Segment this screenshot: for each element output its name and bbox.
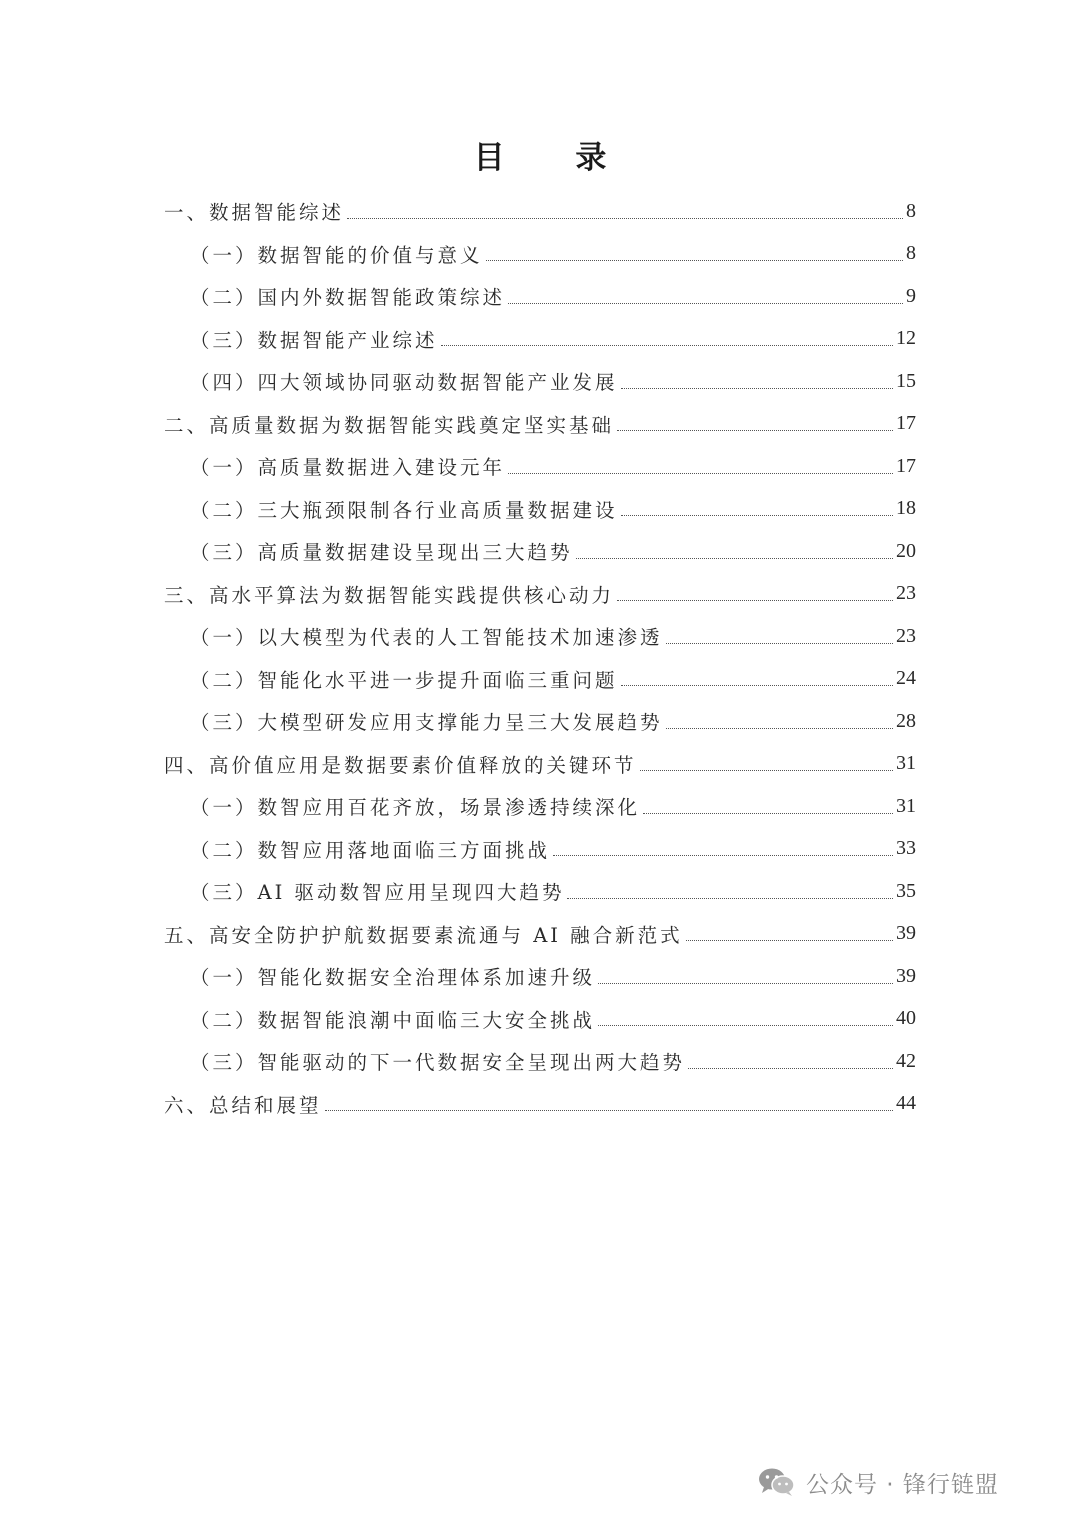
toc-page-number: 23 [896, 582, 916, 605]
toc-entry-label: （三）AI 驱动数智应用呈现四大趋势 [190, 881, 565, 905]
toc-subsection-row[interactable] [164, 530, 916, 573]
toc-page-number: 8 [906, 199, 916, 222]
toc-subsection-row[interactable] [164, 828, 916, 871]
toc-page-number: 23 [896, 624, 916, 647]
toc-entry-label: （二）智能化水平进一步提升面临三重问题 [190, 668, 618, 692]
toc-subsection-row[interactable] [164, 998, 916, 1041]
toc-dot-leader [621, 515, 893, 516]
toc-subsection-row[interactable] [164, 700, 916, 743]
toc-subsection-row[interactable] [164, 955, 916, 998]
toc-entry-label: （一）数据智能的价值与意义 [190, 243, 483, 267]
toc-dot-leader [598, 1025, 893, 1026]
toc-dot-leader [553, 855, 893, 856]
toc-entry-label: 四、高价值应用是数据要素价值释放的关键环节 [164, 753, 637, 777]
toc-subsection-row[interactable] [164, 488, 916, 531]
toc-subsection-row[interactable] [164, 870, 916, 913]
toc-page-number: 44 [896, 1092, 916, 1115]
watermark-text: 公众号 · 锋行链盟 [806, 1471, 999, 1498]
toc-entry-label: 一、数据智能综述 [164, 201, 345, 225]
toc-dot-leader [688, 1068, 893, 1069]
toc-dot-leader [640, 770, 893, 771]
toc-entry-label: （三）智能驱动的下一代数据安全呈现出两大趋势 [190, 1051, 686, 1075]
toc-dot-leader [617, 600, 893, 601]
toc-subsection-row[interactable] [164, 360, 916, 403]
wechat-icon [758, 1467, 796, 1497]
toc-entry-label: （三）高质量数据建设呈现出三大趋势 [190, 541, 573, 565]
toc-page-number: 17 [896, 454, 916, 477]
toc-entry-label: （二）数智应用落地面临三方面挑战 [190, 838, 551, 862]
toc-page-number: 9 [906, 284, 916, 307]
toc-dot-leader [621, 388, 893, 389]
toc-page-number: 39 [896, 964, 916, 987]
toc-dot-leader [621, 685, 893, 686]
toc-dot-leader [325, 1110, 893, 1111]
toc-entry-label: （二）三大瓶颈限制各行业高质量数据建设 [190, 498, 618, 522]
toc-page-number: 31 [896, 752, 916, 775]
toc-dot-leader [686, 940, 893, 941]
toc-entry-label: （一）智能化数据安全治理体系加速升级 [190, 966, 596, 990]
table-of-contents [164, 190, 916, 1125]
toc-entry-label: 二、高质量数据为数据智能实践奠定坚实基础 [164, 413, 615, 437]
toc-dot-leader [441, 345, 893, 346]
toc-section-row[interactable] [164, 1083, 916, 1126]
toc-subsection-row[interactable] [164, 658, 916, 701]
toc-entry-label: 五、高安全防护护航数据要素流通与 AI 融合新范式 [164, 923, 683, 947]
toc-entry-label: （一）以大模型为代表的人工智能技术加速渗透 [190, 626, 663, 650]
toc-dot-leader [567, 898, 893, 899]
toc-entry-label: （二）数据智能浪潮中面临三大安全挑战 [190, 1008, 596, 1032]
toc-dot-leader [508, 303, 903, 304]
toc-section-row[interactable] [164, 573, 916, 616]
toc-dot-leader [666, 728, 893, 729]
toc-page-number: 15 [896, 369, 916, 392]
toc-page-number: 20 [896, 539, 916, 562]
toc-entry-label: （三）数据智能产业综述 [190, 328, 438, 352]
toc-subsection-row[interactable] [164, 318, 916, 361]
toc-page-number: 40 [896, 1007, 916, 1030]
toc-page-number: 18 [896, 497, 916, 520]
toc-subsection-row[interactable] [164, 445, 916, 488]
toc-subsection-row[interactable] [164, 785, 916, 828]
toc-page-number: 33 [896, 837, 916, 860]
toc-subsection-row[interactable] [164, 275, 916, 318]
toc-entry-label: （一）数智应用百花齐放，场景渗透持续深化 [190, 796, 641, 820]
toc-entry-label: 六、总结和展望 [164, 1093, 322, 1117]
toc-page-number: 8 [906, 242, 916, 265]
toc-entry-label: （三）大模型研发应用支撑能力呈三大发展趋势 [190, 711, 663, 735]
toc-page-number: 28 [896, 709, 916, 732]
toc-page-number: 31 [896, 794, 916, 817]
toc-subsection-row[interactable] [164, 615, 916, 658]
toc-entry-label: （四）四大领域协同驱动数据智能产业发展 [190, 371, 618, 395]
toc-entry-label: 三、高水平算法为数据智能实践提供核心动力 [164, 583, 615, 607]
toc-dot-leader [617, 430, 893, 431]
watermark [758, 1462, 999, 1502]
toc-dot-leader [508, 473, 893, 474]
toc-entry-label: （二）国内外数据智能政策综述 [190, 286, 506, 310]
toc-dot-leader [576, 558, 893, 559]
toc-page-number: 17 [896, 412, 916, 435]
toc-page-number: 24 [896, 667, 916, 690]
toc-page-number: 12 [896, 327, 916, 350]
toc-entry-label: （一）高质量数据进入建设元年 [190, 456, 506, 480]
toc-dot-leader [598, 983, 893, 984]
toc-dot-leader [666, 643, 893, 644]
toc-dot-leader [486, 260, 903, 261]
toc-section-row[interactable] [164, 403, 916, 446]
toc-page-number: 39 [896, 922, 916, 945]
toc-section-row[interactable] [164, 743, 916, 786]
toc-dot-leader [347, 218, 903, 219]
toc-subsection-row[interactable] [164, 1040, 916, 1083]
toc-dot-leader [643, 813, 893, 814]
page-title: 目 录 [473, 140, 637, 176]
toc-page-number: 42 [896, 1049, 916, 1072]
toc-subsection-row[interactable] [164, 233, 916, 276]
toc-section-row[interactable] [164, 190, 916, 233]
toc-page-number: 35 [896, 879, 916, 902]
toc-section-row[interactable] [164, 913, 916, 956]
